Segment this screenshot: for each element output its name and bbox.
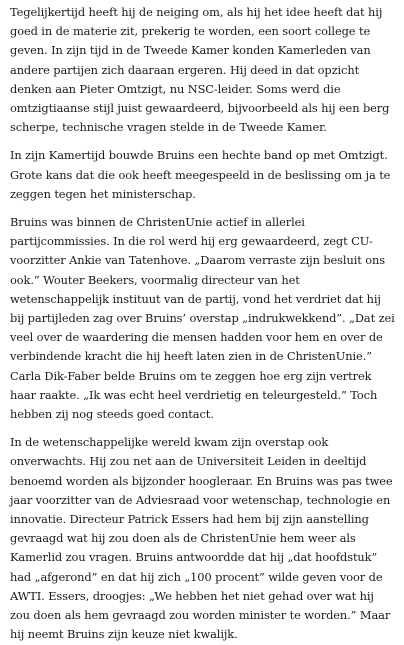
article-paragraph-1: Tegelijkertijd heeft hij de neiging om, als hij het idee heeft dat hij goed in de materie zit, prekerig te worden, een soort college te geven. In zijn tijd in de Tweede Kamer konden Kamerleden van andere partijen zich daaraan ergeren. Hij deed in dat opzicht denken aan Pieter Omtzigt, nu NSC-leider. Soms werd die omtzigtiaanse stijl juist gewaardeerd, bijvoorbeeld als hij een berg scherpe, technische vragen stelde in de Tweede Kamer. [10, 5, 390, 135]
article-paragraph-4: In de wetenschappelijke wereld kwam zijn overstap ook onverwachts. Hij zou net aan de Universiteit Leiden in deeltijd benoemd worden als bijzonder hoogleraar. En Bruins was pas twee jaar voorzitter van de Adviesraad voor wetenschap, technologie en innovatie. Directeur Patrick Essers had hem bij zijn aanstelling gevraagd wat hij zou doen als de ChristenUnie hem weer als Kamerlid zou vragen. Bruins antwoordde dat hij „dat hoofdstuk” had „afgerond” en dat hij zich „100 procent” wilde geven voor de AWTI. Essers, droogjes: „We hebben het niet gehad over wat hij zou doen als hem gevraagd zou worden minister te worden.” Maar hij neemt Bruins zijn keuze niet kwalijk. [10, 435, 393, 642]
article-paragraph-2: In zijn Kamertijd bouwde Bruins een hechte band op met Omtzigt. Grote kans dat die ook heeft meegespeeld in de beslissing om ja te zeggen tegen het ministerschap. [10, 148, 391, 201]
article-paragraph-3: Bruins was binnen de ChristenUnie actief in allerlei partijcommissies. In die rol werd hij erg gewaardeerd, zegt CU-voorzitter Ankie van Tatenhove. „Daarom verraste zijn besluit ons ook.” Wouter Beekers, voormalig directeur van het wetenschappelijk instituut van de partij, vond het verdriet dat hij bij partijleden zag over Bruins’ overstap „indrukwekkend”. „Dat zei veel over de waardering die mensen hadden voor hem en over de verbindende kracht die hij heeft laten zien in de ChristenUnie.” Carla Dik-Faber belde Bruins om te zeggen hoe erg zijn vertrek haar raakte. „Ik was echt heel verdrietig en teleurgesteld.” Toch hebben zij nog steeds goed contact. [10, 215, 395, 422]
